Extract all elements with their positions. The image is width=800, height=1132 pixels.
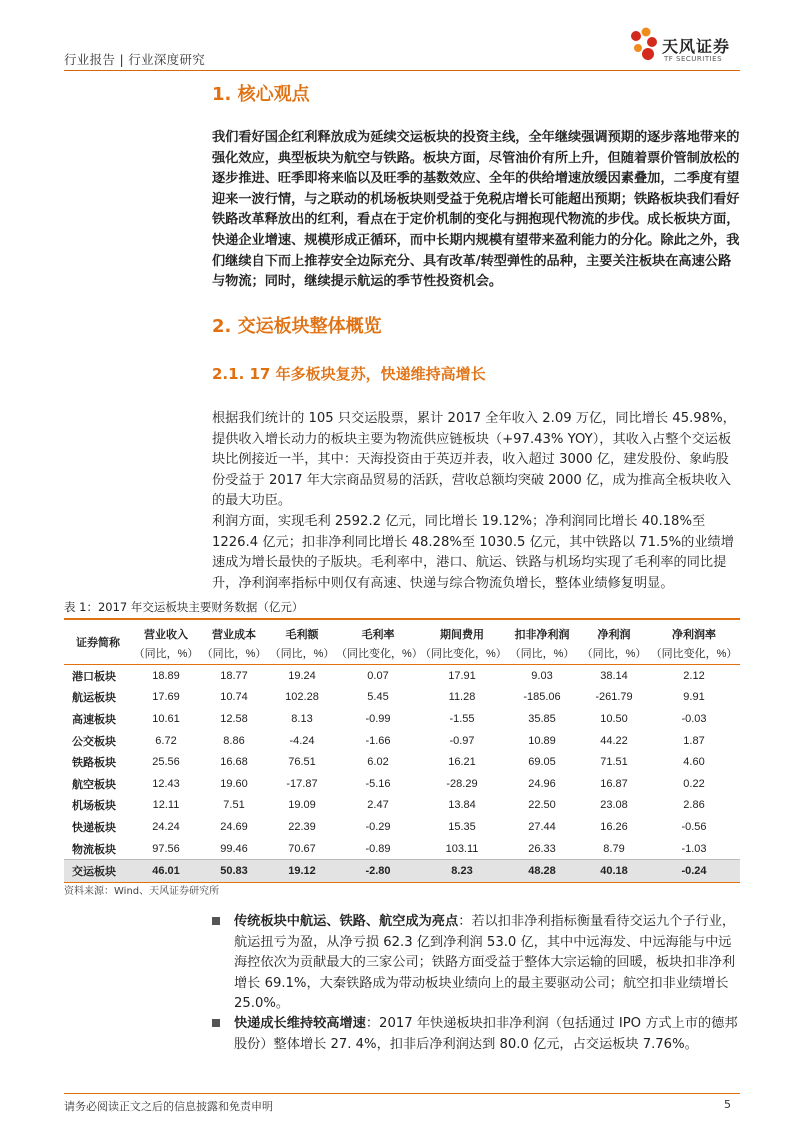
col-subheader: （同比，%） [132,642,200,665]
cell: 7.51 [223,799,245,812]
row-name: 机场板块 [72,800,116,813]
cell: 2.47 [367,799,389,812]
cell: 4.60 [683,756,705,769]
cell: 12.11 [152,799,180,812]
cell: 10.50 [600,712,628,725]
cell: 8.13 [291,712,313,725]
table-row [64,816,740,838]
table-row [64,773,740,795]
total-name: 交运板块 [64,860,132,883]
cell: -5.16 [365,777,391,790]
col-subheader: （同比变化，%） [336,642,420,665]
table-row [64,665,740,687]
cell: -185.06 [523,691,561,704]
table-row [64,730,740,752]
header-separator: | [119,52,129,67]
cell: 71.51 [600,756,628,769]
logo-text-en: TF SECURITIES [664,55,723,63]
row-name: 铁路板块 [72,757,116,770]
cell: 8.86 [223,734,245,747]
total-cell: 50.83 [200,860,268,883]
cell: -261.79 [595,691,633,704]
table-total-row [64,860,740,883]
cell: 12.43 [152,777,180,790]
logo-dot-5 [642,48,654,60]
cell: 17.91 [448,669,476,682]
cell: -4.24 [289,734,315,747]
cell: 13.84 [448,799,476,812]
cell: 35.85 [528,712,556,725]
cell: 2.12 [683,669,705,682]
cell: 27.44 [528,820,556,833]
bullet-item-express [212,1014,740,1055]
cell: -0.03 [681,712,707,725]
table-row [64,751,740,773]
row-name: 港口板块 [72,670,116,683]
cell: 12.58 [220,712,248,725]
cell: 44.22 [600,734,628,747]
cell: 16.87 [600,777,628,790]
cell: 23.08 [600,799,628,812]
cell: -1.55 [449,712,475,725]
total-cell: 40.18 [580,860,648,883]
cell: -0.99 [365,712,391,725]
cell: 24.24 [152,820,180,833]
paragraph-profit: 利润方面，实现毛利 2592.2 亿元，同比增长 19.12%；净利润同比增长 40.18%至 1226.4 亿元；扣非净利同比增长 48.28%至 1030.5 亿元，其中铁路以 71.5%的业绩增速成为增长最快的子版块。毛利率中，港口、航运、铁路与机场均实现了毛利率的同比提升，净利润率指标中则仅有高速、快递与综合物流负增长，整体业绩修复明显。 [212,513,734,591]
row-name: 高速板块 [72,713,116,726]
cell: 0.07 [367,669,389,682]
cell: 70.67 [288,842,316,855]
table-row [64,687,740,709]
col-header-revenue: 营业收入 [132,619,200,642]
cell: 69.05 [528,756,556,769]
col-subheader: （同比，%） [504,642,580,665]
row-name: 航空板块 [72,778,116,791]
col-subheader: （同比，%） [200,642,268,665]
total-cell: 46.01 [132,860,200,883]
bullet-body: ：若以扣非净利指标衡量看待交运九个子行业，航运扭亏为盈，从净亏损 62.3 亿到净利润 53.0 亿，其中中远海发、中远海能与中远海控依次为贡献最大的三家公司；铁路方面受益于整体大宗运输的回暖，板块扣非净利增长 69.1%，大秦铁路成为带动板块业绩向上的最主要驱动公司；航空扣非业绩增长 25.0%。 [234,914,736,1012]
cell: 16.21 [448,756,476,769]
table-row [64,795,740,817]
cell: -0.89 [365,842,391,855]
table-subheader-row [64,642,740,665]
col-header-gross-margin: 毛利率 [336,619,420,642]
cell: 18.77 [220,669,248,682]
cell: -0.56 [681,820,707,833]
report-subtype: 行业深度研究 [128,52,206,67]
total-cell: -0.24 [648,860,740,883]
section-2-body [212,409,740,594]
cell: 24.69 [220,820,248,833]
section-1-body: 我们看好国企红利释放成为延续交运板块的投资主线，全年继续强调预期的逐步落地带来的强化效应，典型板块为航空与铁路。板块方面，尽管油价有所上升，但随着票价管制放松的逐步推进、旺季即将来临以及旺季的基数效应、全年的供给增速放缓因素叠加，二季度有望迎来一波行情，与之联动的机场板块则受益于免税店增长可能超出预期；铁路板块我们看好铁路改革释放出的红利，看点在于定价机制的变化与拥抱现代物流的步伐。成长板块方面，快递企业增速、规模形成正循环，而中长期内规模有望带来盈利能力的分化。除此之外，我们继续自下而上推荐安全边际充分、具有改革/转型弹性的品种，主要关注板块在高速公路与物流；同时，继续提示航运的季节性投资机会。 [212,130,740,290]
page-number: 5 [724,1098,731,1111]
row-name: 物流板块 [72,843,116,856]
cell: -1.66 [365,734,391,747]
bullet-lead: 传统板块中航运、铁路、航空成为亮点 [234,914,459,929]
bullet-body: ：2017 年快递板块扣非净利润（包括通过 IPO 方式上市的德邦股份）整体增长 27. 4%，扣非后净利润达到 80.0 亿元，占交运板块 7.76%。 [234,1016,738,1052]
table-body [64,665,740,883]
footer-divider [64,1093,740,1094]
row-name: 公交板块 [72,735,116,748]
paragraph-revenue: 根据我们统计的 105 只交运股票，累计 2017 全年收入 2.09 万亿，同比增长 45.98%，提供收入增长动力的板块主要为物流供应链板块（+97.43% YOY），其收入占整个交运板块比例接近一半，其中：天海投资由于英迈并表，收入超过 3000 亿，建发股份、象屿股份受益于 2017 年大宗商品贸易的活跃，营收总额均突破 2000 亿，成为推高全板块收入的最大功臣。 [212,411,736,509]
cell: 97.56 [152,842,180,855]
cell: 103.11 [445,842,479,855]
col-header-net-profit: 净利润 [580,619,648,642]
table-row [64,838,740,860]
cell: 102.28 [285,691,319,704]
cell: 10.61 [152,712,180,725]
bullet-square-icon [212,917,220,925]
cell: 6.72 [155,734,177,747]
bullet-item-traditional [212,912,740,1015]
row-name: 快递板块 [72,821,116,834]
section-2-1-heading: 2.1. 17 年多板块复苏，快递维持高增长 [212,365,486,383]
cell: -0.97 [449,734,475,747]
section-1-heading: 1. 核心观点 [212,84,310,105]
cell: -17.87 [286,777,318,790]
col-subheader: （同比，%） [268,642,336,665]
cell: 10.74 [220,691,248,704]
table-row [64,708,740,730]
bullet-text [234,1014,740,1055]
cell: 17.69 [152,691,180,704]
cell: 6.02 [367,756,389,769]
cell: 19.24 [288,669,316,682]
cell: 9.03 [531,669,553,682]
total-cell: 8.23 [420,860,504,883]
cell: 9.91 [683,691,705,704]
logo-text-cn: 天风证券 [662,37,731,56]
cell: 1.87 [683,734,705,747]
financial-table [64,618,740,883]
cell: 15.35 [448,820,476,833]
col-header-adj-net-profit: 扣非净利润 [504,619,580,642]
table-header-row [64,619,740,642]
cell: 5.45 [367,691,389,704]
cell: -0.29 [365,820,391,833]
cell: 38.14 [600,669,628,682]
cell: 11.28 [448,691,476,704]
report-category [64,50,205,68]
cell: 19.60 [220,777,248,790]
col-header-name: 证券简称 [64,619,132,665]
cell: -28.29 [446,777,478,790]
cell: 25.56 [152,756,180,769]
cell: 2.86 [683,799,705,812]
cell: 22.39 [288,820,316,833]
col-header-cost: 营业成本 [200,619,268,642]
section-2-heading: 2. 交运板块整体概览 [212,316,382,337]
footer-disclaimer: 请务必阅读正文之后的信息披露和免责申明 [64,1100,273,1113]
cell: 0.22 [683,777,705,790]
cell: -1.03 [681,842,707,855]
col-subheader: （同比，%） [580,642,648,665]
col-header-expenses: 期间费用 [420,619,504,642]
row-name: 航运板块 [72,692,116,705]
bullet-lead: 快递成长维持较高增速 [234,1016,366,1031]
cell: 22.50 [528,799,556,812]
col-header-net-margin: 净利润率 [648,619,740,642]
total-cell: -2.80 [336,860,420,883]
cell: 16.26 [600,820,628,833]
cell: 24.96 [528,777,556,790]
cell: 26.33 [528,842,556,855]
cell: 8.79 [603,842,625,855]
cell: 10.89 [528,734,556,747]
cell: 18.89 [152,669,180,682]
col-subheader: （同比变化，%） [648,642,740,665]
cell: 19.09 [288,799,316,812]
total-cell: 19.12 [268,860,336,883]
logo-dot-3 [647,37,657,47]
table-source: 资料来源：Wind、天风证券研究所 [64,886,220,897]
total-cell: 48.28 [504,860,580,883]
col-header-gross-profit: 毛利额 [268,619,336,642]
table-title: 表 1：2017 年交运板块主要财务数据（亿元） [64,600,304,614]
cell: 76.51 [288,756,316,769]
header-divider [64,70,740,71]
logo-dot-2 [642,28,651,37]
cell: 99.46 [220,842,248,855]
col-subheader: （同比变化，%） [420,642,504,665]
logo-dot-1 [631,31,641,41]
bullet-text [234,912,740,1015]
cell: 16.68 [220,756,248,769]
bullet-square-icon [212,1019,220,1027]
logo-dot-4 [634,44,642,52]
report-type: 行业报告 [64,52,116,67]
